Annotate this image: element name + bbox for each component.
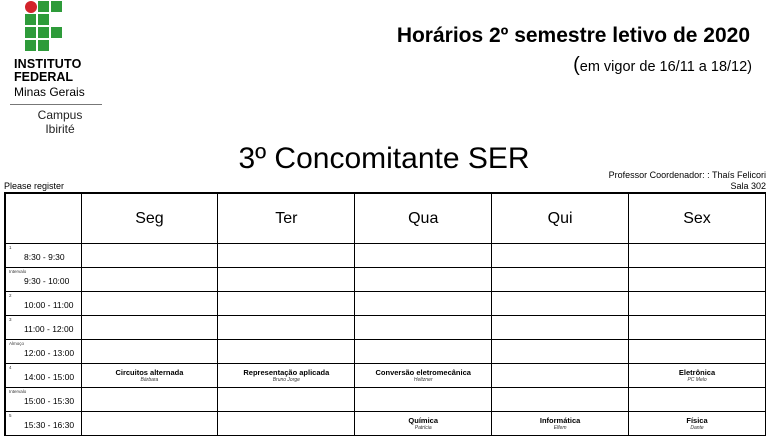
day-header-sex: Sex [629,193,766,244]
slot-time-range: 11:00 - 12:00 [24,324,74,334]
schedule-cell [629,388,766,412]
slot-time-range: 10:00 - 11:00 [24,300,74,310]
schedule-cell [629,340,766,364]
time-slot-cell [5,316,81,340]
subject-name: Conversão eletromecânica [375,368,471,377]
slot-label: 4 [9,365,12,370]
logo-campus [20,108,100,136]
schedule-header-row [5,193,766,244]
schedule-cell [218,292,355,316]
slot-time-range: 14:00 - 15:00 [24,372,75,382]
slot-label: Intervalo [9,389,27,394]
slot-time-range: 15:00 - 15:30 [24,396,75,406]
coordinator-name: Professor Coordenador: : Thaís Felicori [608,170,766,180]
schedule-cell [629,292,766,316]
schedule-cell [81,244,218,268]
time-slot-cell [5,244,81,268]
logo-text-line2: FEDERAL [14,70,74,84]
coordinator-info [609,170,766,192]
schedule-cell [492,316,629,340]
day-header-seg: Seg [81,193,218,244]
time-slot-cell [5,340,81,364]
schedule-row [5,364,766,388]
page-title: Horários 2º semestre letivo de 2020 [396,24,750,47]
schedule-row [5,316,766,340]
subject-name: Informática [539,416,581,425]
time-slot-cell [5,268,81,292]
schedule-cell [355,340,492,364]
time-slot-cell [5,388,81,412]
slot-label: 1 [9,245,12,250]
time-slot-cell [5,364,81,388]
slot-time-range: 15:30 - 16:30 [24,420,75,430]
schedule-cell [629,244,766,268]
class-title: 3º Concomitante SER [238,142,530,175]
subtitle-text: em vigor de 16/11 a 18/12) [579,59,752,75]
professor-name: Bruno Jorge [272,377,300,383]
schedule-row [5,292,766,316]
schedule-cell [355,364,492,388]
institute-logo-mark [24,0,76,52]
schedule-cell [218,316,355,340]
schedule-cell [492,244,629,268]
schedule-cell [629,364,766,388]
schedule-cell [218,340,355,364]
schedule-cell [81,292,218,316]
professor-name: Elfem [553,425,567,431]
subtitle-paren: ( [573,54,580,76]
schedule-cell [355,292,492,316]
schedule-row [5,388,766,412]
schedule-cell [218,388,355,412]
professor-name: Patrícia [414,425,432,431]
day-header-qua: Qua [355,193,492,244]
schedule-row [5,268,766,292]
schedule-cell [81,268,218,292]
professor-name: Bárbara [140,377,159,383]
schedule-cell [81,364,218,388]
schedule-cell [629,268,766,292]
slot-time-range: 12:00 - 13:00 [24,348,75,358]
day-header-qui: Qui [492,193,629,244]
schedule-row [5,340,766,364]
schedule-cell [492,292,629,316]
schedule-cell [218,244,355,268]
time-slot-cell [5,292,81,316]
schedule-cell [218,268,355,292]
slot-time-range: 8:30 - 9:30 [24,252,65,262]
schedule-cell [81,316,218,340]
logo-campus-line2: Ibirité [45,122,75,136]
schedule-cell [492,388,629,412]
slot-label: 5 [9,413,12,418]
day-header-ter: Ter [218,193,355,244]
professor-name: PC Melo [687,377,707,383]
schedule-cell [355,316,492,340]
slot-label: Almoço [9,341,25,346]
schedule-cell [492,364,629,388]
logo-campus-line1: Campus [37,108,83,122]
schedule-cell [355,244,492,268]
schedule-cell [492,340,629,364]
schedule-cell [355,388,492,412]
page-subtitle [573,54,752,77]
schedule-cell [81,340,218,364]
subject-name: Circuitos alternada [115,368,184,377]
subject-name: Representação aplicada [243,368,330,377]
subject-name: Física [686,416,708,425]
schedule-cell [629,316,766,340]
schedule-cell [355,268,492,292]
slot-label: 2 [9,293,12,298]
header-corner-cell [5,193,81,244]
professor-name: Heltzner [413,377,433,383]
professor-name: Dante [690,425,704,431]
subject-name: Química [408,416,439,425]
schedule-table [4,192,766,436]
schedule-cell [81,388,218,412]
schedule-cell [492,268,629,292]
logo-divider [10,104,102,105]
logo-text-line3: Minas Gerais [14,85,85,99]
slot-label: Intervalo [9,269,27,274]
slot-time-range: 9:30 - 10:00 [24,276,70,286]
logo-text-line1: INSTITUTO [14,57,82,71]
schedule-cell [218,364,355,388]
schedule-row [5,244,766,268]
room-number: Sala 302 [730,181,766,191]
slot-label: 3 [9,317,12,322]
subject-name: Eletrônica [678,368,716,377]
please-register-note: Please register [4,181,65,191]
